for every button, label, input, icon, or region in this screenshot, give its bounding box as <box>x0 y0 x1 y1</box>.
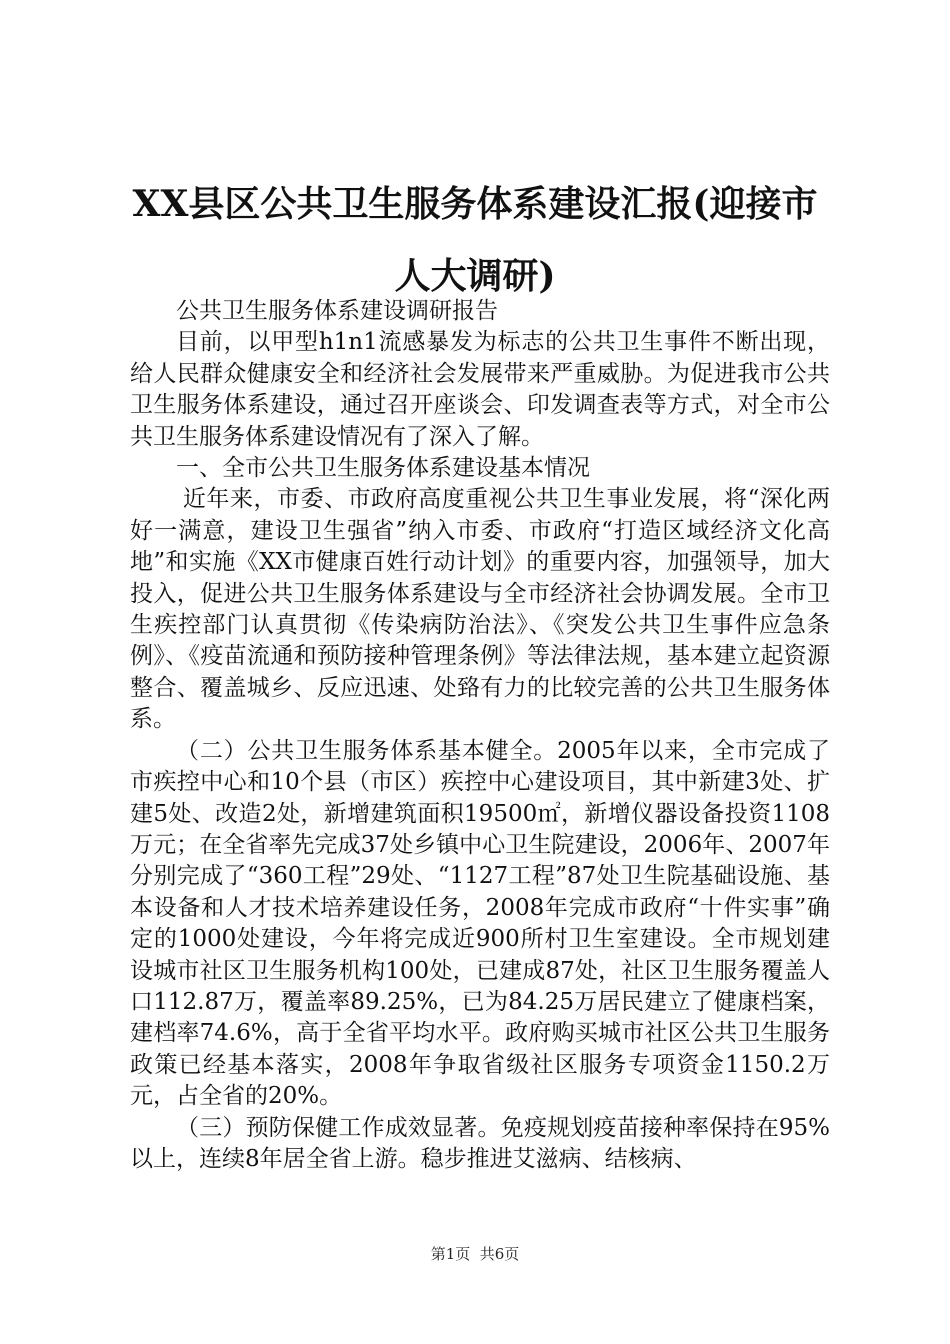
section-heading: 一、全市公共卫生服务体系建设基本情况 <box>176 455 590 482</box>
body-paragraph: （二）公共卫生服务体系基本健全。2005年以来，全市完成了市疾控中心和10个县（市区）疾控中心建设项目，其中新建3处、扩建5处、改造2处，新增建筑面积19500㎡，新增仪器设备投资1108万元；在全省率先完成37处乡镇中心卫生院建设，2006年、2007年分别完成了“360工程”29处、“1127工程”87处卫生院基础设施、基本设备和人才技术培养建设任务，2008年完成市政府“十件实事”确定的1000处建设，今年将完成近900所村卫生室建设。全市规划建设城市社区卫生服务机构100处，已建成87处，社区卫生服务覆盖人口112.87万，覆盖率89.25%，已为84.25万居民建立了健康档案，建档率74.6%，高于全省平均水平。政府购买城市社区公共卫生服务政策已经基本落实，2008年争取省级社区服务专项资金1150.2万元，占全省的20%。 <box>130 737 830 1110</box>
report-subtitle: 公共卫生服务体系建设调研报告 <box>176 298 498 324</box>
body-paragraph: （三）预防保健工作成效显著。免疫规划疫苗接种率保持在95%以上，连续8年居全省上游。稳步推进艾滋病、结核病、 <box>130 1114 830 1172</box>
body-paragraph: 近年来，市委、市政府高度重视公共卫生事业发展，将“深化两好一满意，建设卫生强省”纳入市委、市政府“打造区域经济文化高地”和实施《XX市健康百姓行动计划》的重要内容，加强领导，加大投入，促进公共卫生服务体系建设与全市经济社会协调发展。全市卫生疾控部门认真贯彻《传染病防治法》、《突发公共卫生事件应急条例》、《疫苗流通和预防接种管理条例》等法律法规，基本建立起资源整合、覆盖城乡、反应迅速、处臵有力的比较完善的公共卫生服务体系。 <box>130 486 830 733</box>
page-number-footer: 第1页 共6页 <box>430 1245 520 1263</box>
document-title: XX县区公共卫生服务体系建设汇报(迎接市人大调研) <box>132 183 818 297</box>
intro-paragraph: 目前，以甲型h1n1流感暴发为标志的公共卫生事件不断出现，给人民群众健康安全和经济社会发展带来严重威胁。为促进我市公共卫生服务体系建设，通过召开座谈会、印发调查表等方式，对全市公共卫生服务体系建设情况有了深入了解。 <box>130 329 830 450</box>
document-body <box>130 296 830 1175</box>
